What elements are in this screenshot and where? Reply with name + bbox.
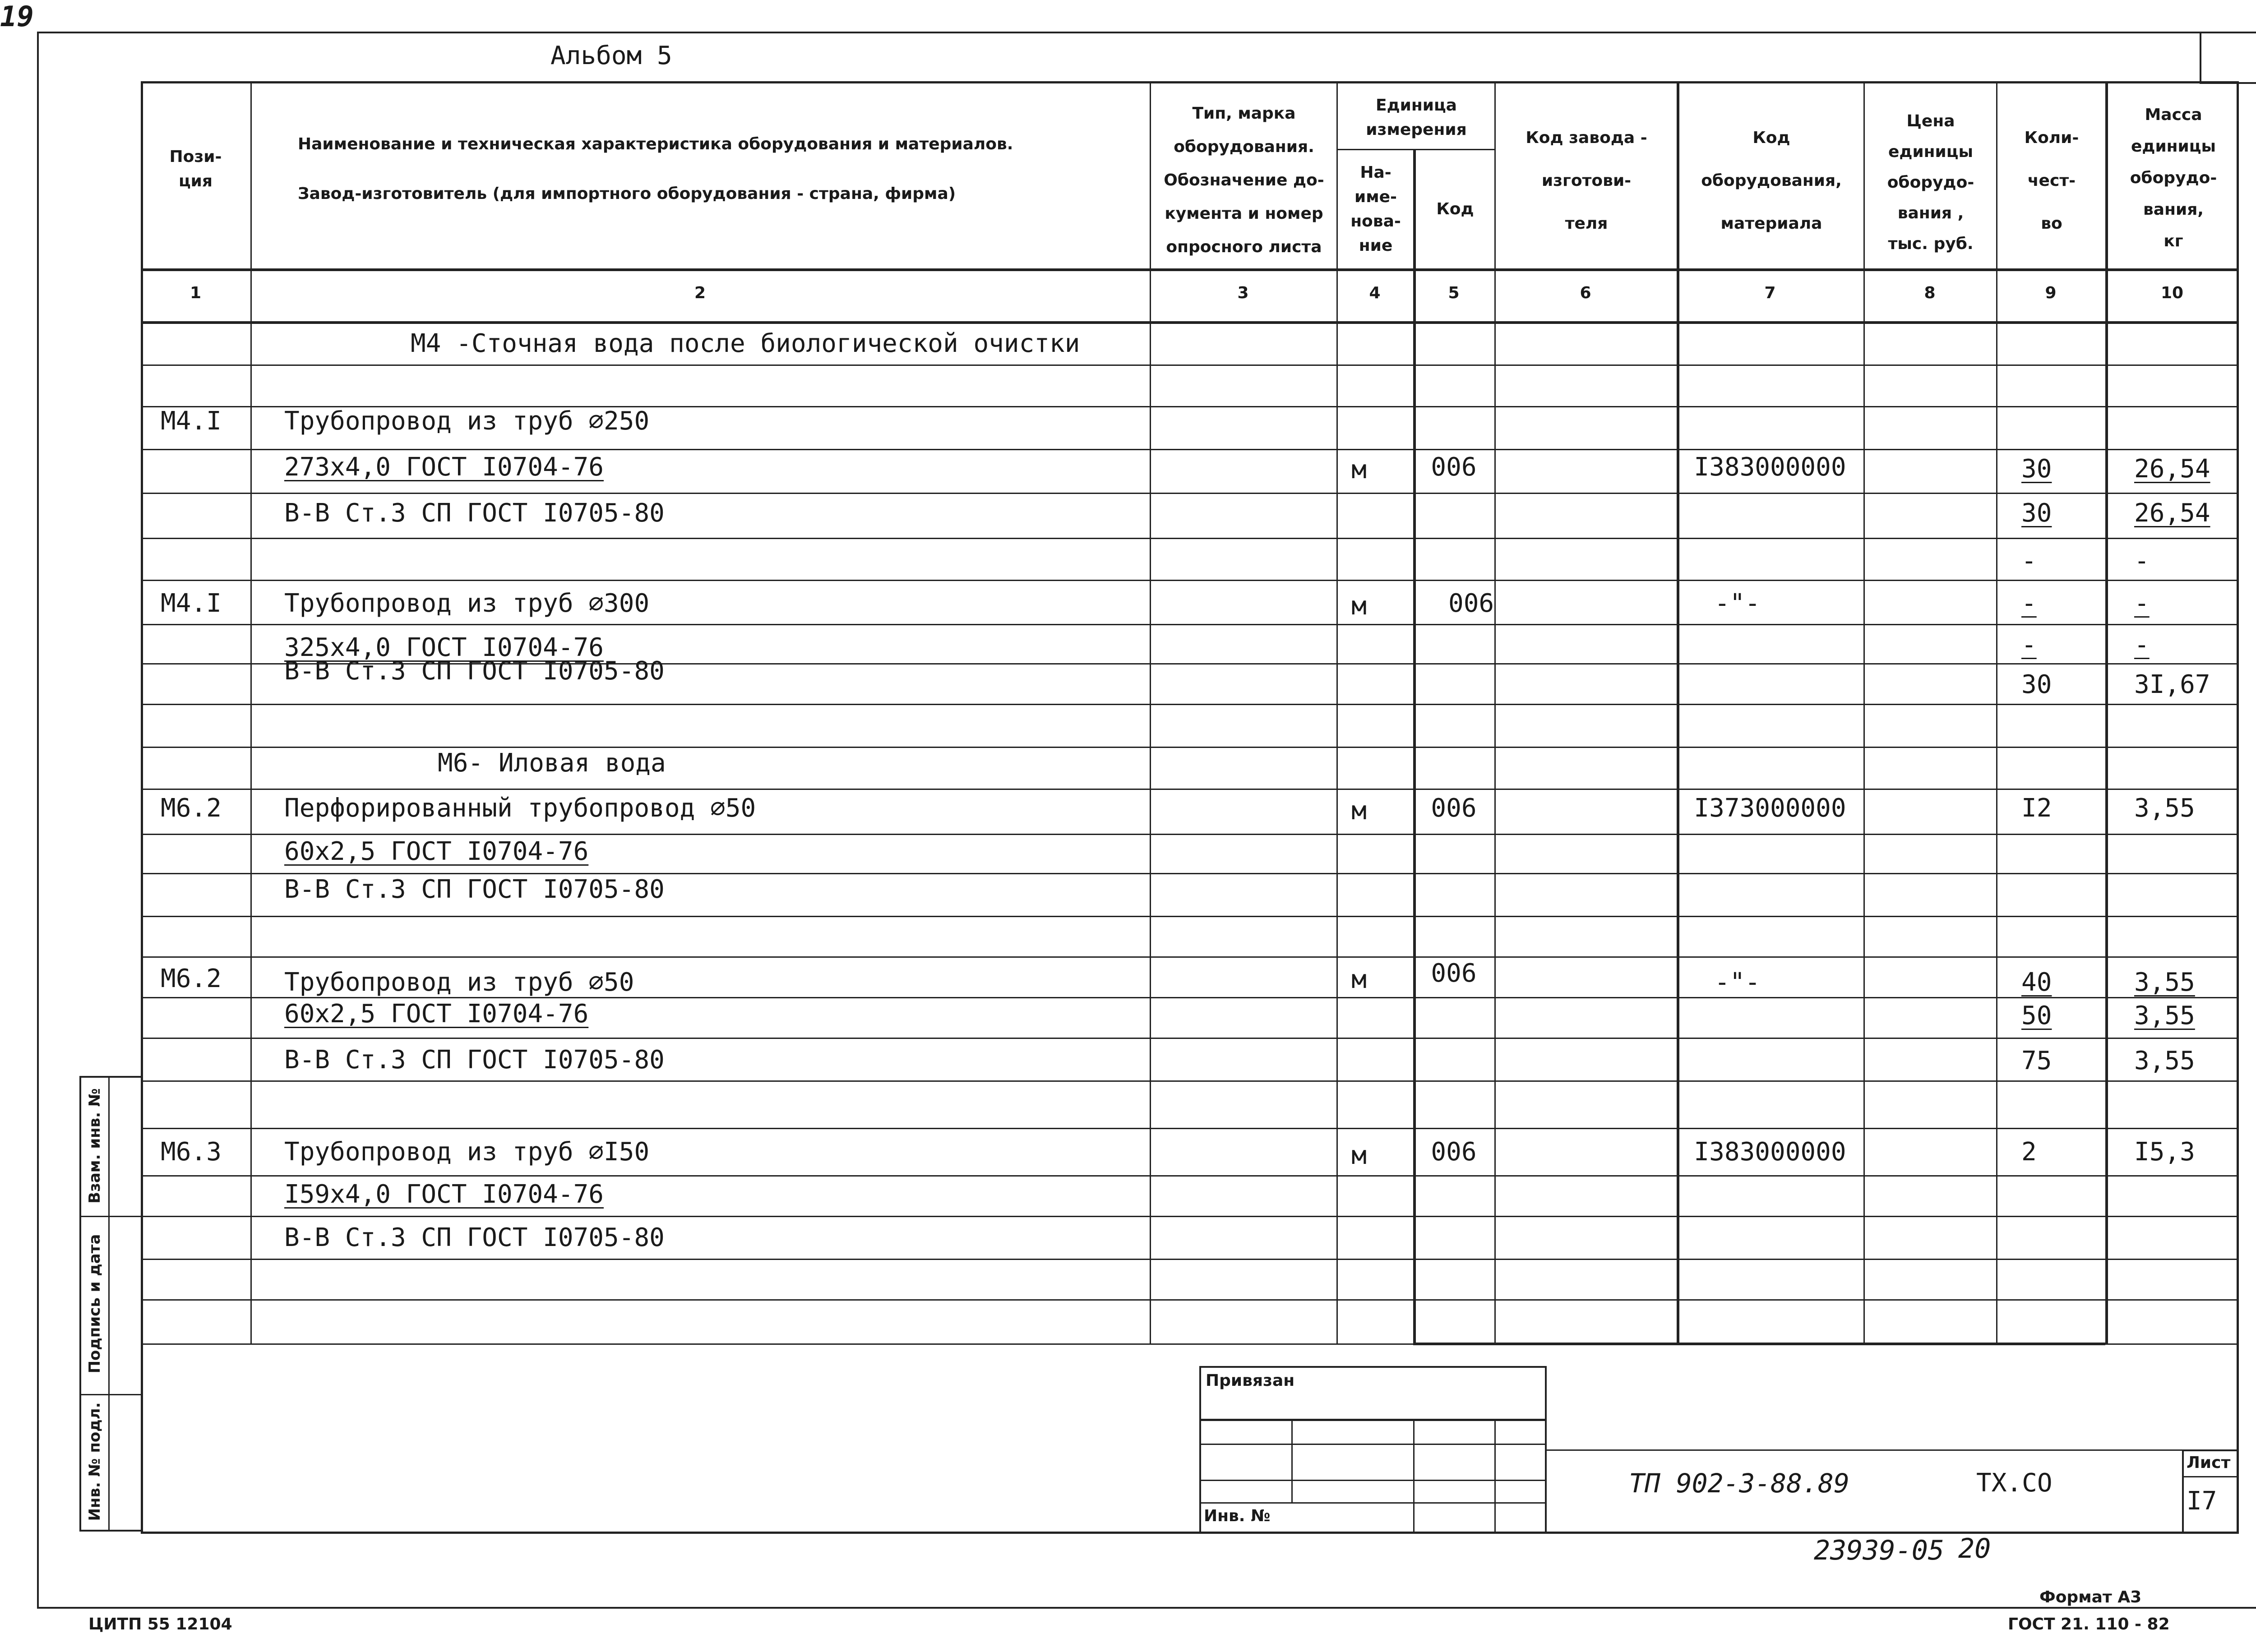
row-line bbox=[141, 493, 2239, 494]
r11-matcode: -"- bbox=[1715, 968, 1761, 997]
r14-unit: м bbox=[1351, 1141, 1367, 1170]
hand-number: 23939-05 bbox=[1814, 1535, 1944, 1566]
r11-name: Трубопровод из труб ∅50 bbox=[284, 968, 634, 997]
col-line-5 bbox=[1494, 81, 1496, 1344]
r8-matcode: I373000000 bbox=[1694, 794, 1846, 823]
row-line bbox=[141, 1175, 2239, 1177]
col-line-1 bbox=[250, 81, 252, 1344]
colnum-1: 1 bbox=[190, 284, 202, 302]
colnum-bottom-line bbox=[141, 321, 2239, 324]
r14-code: 006 bbox=[1431, 1137, 1477, 1167]
r8-code: 006 bbox=[1431, 794, 1477, 823]
r2-unit: м bbox=[1351, 455, 1367, 485]
stamp-vline-3 bbox=[1494, 1419, 1496, 1534]
r12-qty: 50 bbox=[2021, 1001, 2052, 1030]
r6-mass: - bbox=[2134, 630, 2150, 660]
r1-name: Трубопровод из труб ∅250 bbox=[284, 406, 650, 436]
r2-name: 273х4,0 ГОСТ I0704-76 bbox=[284, 452, 604, 482]
r5-code: 006 bbox=[1448, 589, 1494, 618]
r8-mass: 3,55 bbox=[2134, 794, 2195, 823]
unit-group-line bbox=[1336, 149, 1495, 150]
r3-mass: 26,54 bbox=[2134, 498, 2210, 528]
header-name: Наименование и техническая характеристика оборудования и материалов. Завод-изготовитель (для импортного оборудования - страна, фирма) bbox=[298, 135, 1013, 203]
row-line bbox=[141, 1299, 2239, 1301]
r2-code: 006 bbox=[1431, 452, 1477, 482]
r6-qty: - bbox=[2021, 630, 2037, 660]
colnum-6: 6 bbox=[1580, 284, 1591, 302]
r7-qty: 30 bbox=[2021, 670, 2052, 699]
row-line bbox=[141, 916, 2239, 917]
r1-position: М4.I bbox=[161, 406, 222, 436]
header-quantity: Коли- чест- во bbox=[2024, 128, 2079, 233]
r11-position: М6.2 bbox=[161, 964, 222, 993]
r4-qty: - bbox=[2021, 546, 2037, 576]
header-unit-code: Код bbox=[1436, 200, 1474, 218]
header-mass: Масса единицы оборудо- вания, кг bbox=[2130, 106, 2217, 250]
row-line bbox=[141, 1128, 2239, 1129]
hand-page: 20 bbox=[1958, 1533, 1991, 1564]
r9-name: 60х2,5 ГОСТ I0704-76 bbox=[284, 837, 589, 866]
stamp-privyazan-label: Привязан bbox=[1206, 1371, 1295, 1390]
row-line bbox=[141, 1259, 2239, 1260]
header-unit-group: Единица измерения bbox=[1366, 96, 1467, 139]
header-type: Тип, марка оборудования. Обозначение до- кумента и номер опросного листа bbox=[1164, 104, 1324, 256]
r14-matcode: I383000000 bbox=[1694, 1137, 1846, 1167]
stamp-sheet-line bbox=[2182, 1476, 2239, 1477]
r5-mass: - bbox=[2134, 589, 2150, 618]
r2-qty: 30 bbox=[2021, 454, 2052, 484]
r14-position: М6.3 bbox=[161, 1137, 222, 1167]
section-title-m6: М6- Иловая вода bbox=[438, 748, 666, 778]
row-line bbox=[141, 449, 2239, 450]
stamp-inv-no-label: Инв. № bbox=[1204, 1507, 1271, 1525]
row-line bbox=[141, 624, 2239, 625]
r10-name: В-В Ст.3 СП ГОСТ I0705-80 bbox=[284, 875, 665, 904]
row-line bbox=[141, 873, 2239, 874]
row-line bbox=[141, 704, 2239, 705]
side-strip-divider bbox=[108, 1076, 110, 1532]
side-label-podpis: Подпись и дата bbox=[86, 1234, 104, 1374]
r14-mass: I5,3 bbox=[2134, 1137, 2195, 1167]
corner-sheet-number: 19 bbox=[0, 0, 34, 33]
r5-position: М4.I bbox=[161, 589, 222, 618]
r3-name: В-В Ст.3 СП ГОСТ I0705-80 bbox=[284, 498, 665, 528]
col-line-8 bbox=[1996, 81, 1997, 1344]
row-line bbox=[141, 789, 2239, 790]
row-line bbox=[141, 1080, 2239, 1082]
row-line bbox=[141, 1216, 2239, 1217]
row-line bbox=[141, 580, 2239, 581]
row-line bbox=[141, 365, 2239, 366]
r14-name: Трубопровод из труб ∅I50 bbox=[284, 1137, 650, 1167]
r13-mass: 3,55 bbox=[2134, 1046, 2195, 1075]
row-line bbox=[141, 1038, 2239, 1039]
r13-name: В-В Ст.3 СП ГОСТ I0705-80 bbox=[284, 1045, 665, 1075]
r12-mass: 3,55 bbox=[2134, 1001, 2195, 1030]
r14-qty: 2 bbox=[2021, 1137, 2037, 1167]
stamp-sheet-value: I7 bbox=[2187, 1486, 2217, 1516]
r12-name: 60х2,5 ГОСТ I0704-76 bbox=[284, 999, 589, 1029]
section-title-m4: М4 -Сточная вода после биологической очистки bbox=[411, 329, 1080, 358]
header-unit-name: На- име- нова- ние bbox=[1350, 163, 1401, 255]
r11-mass: 3,55 bbox=[2134, 968, 2195, 997]
r11-unit: м bbox=[1351, 965, 1367, 994]
r3-qty: 30 bbox=[2021, 498, 2052, 528]
r5-unit: м bbox=[1351, 591, 1367, 621]
r11-code: 006 bbox=[1431, 959, 1477, 988]
colnum-3: 3 bbox=[1237, 284, 1249, 302]
colnum-10: 10 bbox=[2160, 284, 2184, 302]
stamp-doc-code: ТП 902-3-88.89 bbox=[1629, 1468, 1849, 1499]
footer-format: Формат А3 bbox=[2039, 1588, 2142, 1606]
r11-qty: 40 bbox=[2021, 968, 2052, 997]
r8-name: Перфорированный трубопровод ∅50 bbox=[284, 794, 756, 823]
colnum-4: 4 bbox=[1369, 284, 1381, 302]
stamp-vline-1 bbox=[1291, 1419, 1293, 1502]
row-line bbox=[141, 747, 2239, 748]
r7-mass: 3I,67 bbox=[2134, 670, 2210, 699]
r5-name: Трубопровод из труб ∅300 bbox=[284, 589, 650, 618]
col-line-2 bbox=[1150, 81, 1151, 1344]
colnum-8: 8 bbox=[1924, 284, 1936, 302]
row-line bbox=[141, 538, 2239, 539]
header-price: Цена единицы оборудо- вания , тыс. руб. bbox=[1887, 112, 1974, 253]
r15-name: I59х4,0 ГОСТ I0704-76 bbox=[284, 1180, 604, 1209]
footer-left: ЦИТП 55 12104 bbox=[88, 1615, 232, 1634]
col-line-7 bbox=[1863, 81, 1865, 1344]
r5-matcode: -"- bbox=[1715, 589, 1761, 618]
album-label: Альбом 5 bbox=[550, 41, 672, 70]
side-label-vzam: Взам. инв. № bbox=[86, 1088, 104, 1204]
header-position: Пози- ция bbox=[169, 148, 222, 190]
r2-mass: 26,54 bbox=[2134, 454, 2210, 484]
r16-name: В-В Ст.3 СП ГОСТ I0705-80 bbox=[284, 1223, 665, 1252]
corner-sheet-box bbox=[2200, 32, 2256, 84]
r8-qty: I2 bbox=[2021, 794, 2052, 823]
stamp-vline-2 bbox=[1413, 1419, 1415, 1534]
stamp-doc-top-line bbox=[1547, 1449, 2239, 1451]
side-label-inv-podl: Инв. № подл. bbox=[86, 1402, 104, 1521]
row-line bbox=[141, 834, 2239, 835]
header-bottom-line bbox=[141, 268, 2239, 271]
col-line-9 bbox=[2105, 81, 2108, 1344]
r8-position: М6.2 bbox=[161, 794, 222, 823]
r8-unit: м bbox=[1351, 796, 1367, 826]
colnum-2: 2 bbox=[694, 284, 706, 302]
r4-mass: - bbox=[2134, 546, 2150, 576]
header-factory-code: Код завода - изготови- теля bbox=[1526, 128, 1647, 233]
footer-gost: ГОСТ 21. 110 - 82 bbox=[2008, 1615, 2170, 1634]
r13-qty: 75 bbox=[2021, 1046, 2052, 1075]
colnum-5: 5 bbox=[1448, 284, 1460, 302]
body-bottom-line-left bbox=[141, 1343, 2239, 1345]
stamp-sheet-label: Лист bbox=[2187, 1454, 2231, 1472]
r2-matcode: I383000000 bbox=[1694, 452, 1846, 482]
r5-qty: - bbox=[2021, 589, 2037, 618]
colnum-9: 9 bbox=[2045, 284, 2057, 302]
row-line bbox=[141, 956, 2239, 958]
row-line bbox=[141, 997, 2239, 998]
stamp-mark: ТХ.СО bbox=[1976, 1468, 2053, 1498]
r6-name: 325х4,0 ГОСТ I0704-76 bbox=[284, 633, 604, 662]
header-equipment-code: Код оборудования, материала bbox=[1701, 128, 1842, 233]
r7-name: В-В Ст.3 СП ГОСТ I0705-80 bbox=[284, 656, 665, 686]
colnum-7: 7 bbox=[1764, 284, 1776, 302]
